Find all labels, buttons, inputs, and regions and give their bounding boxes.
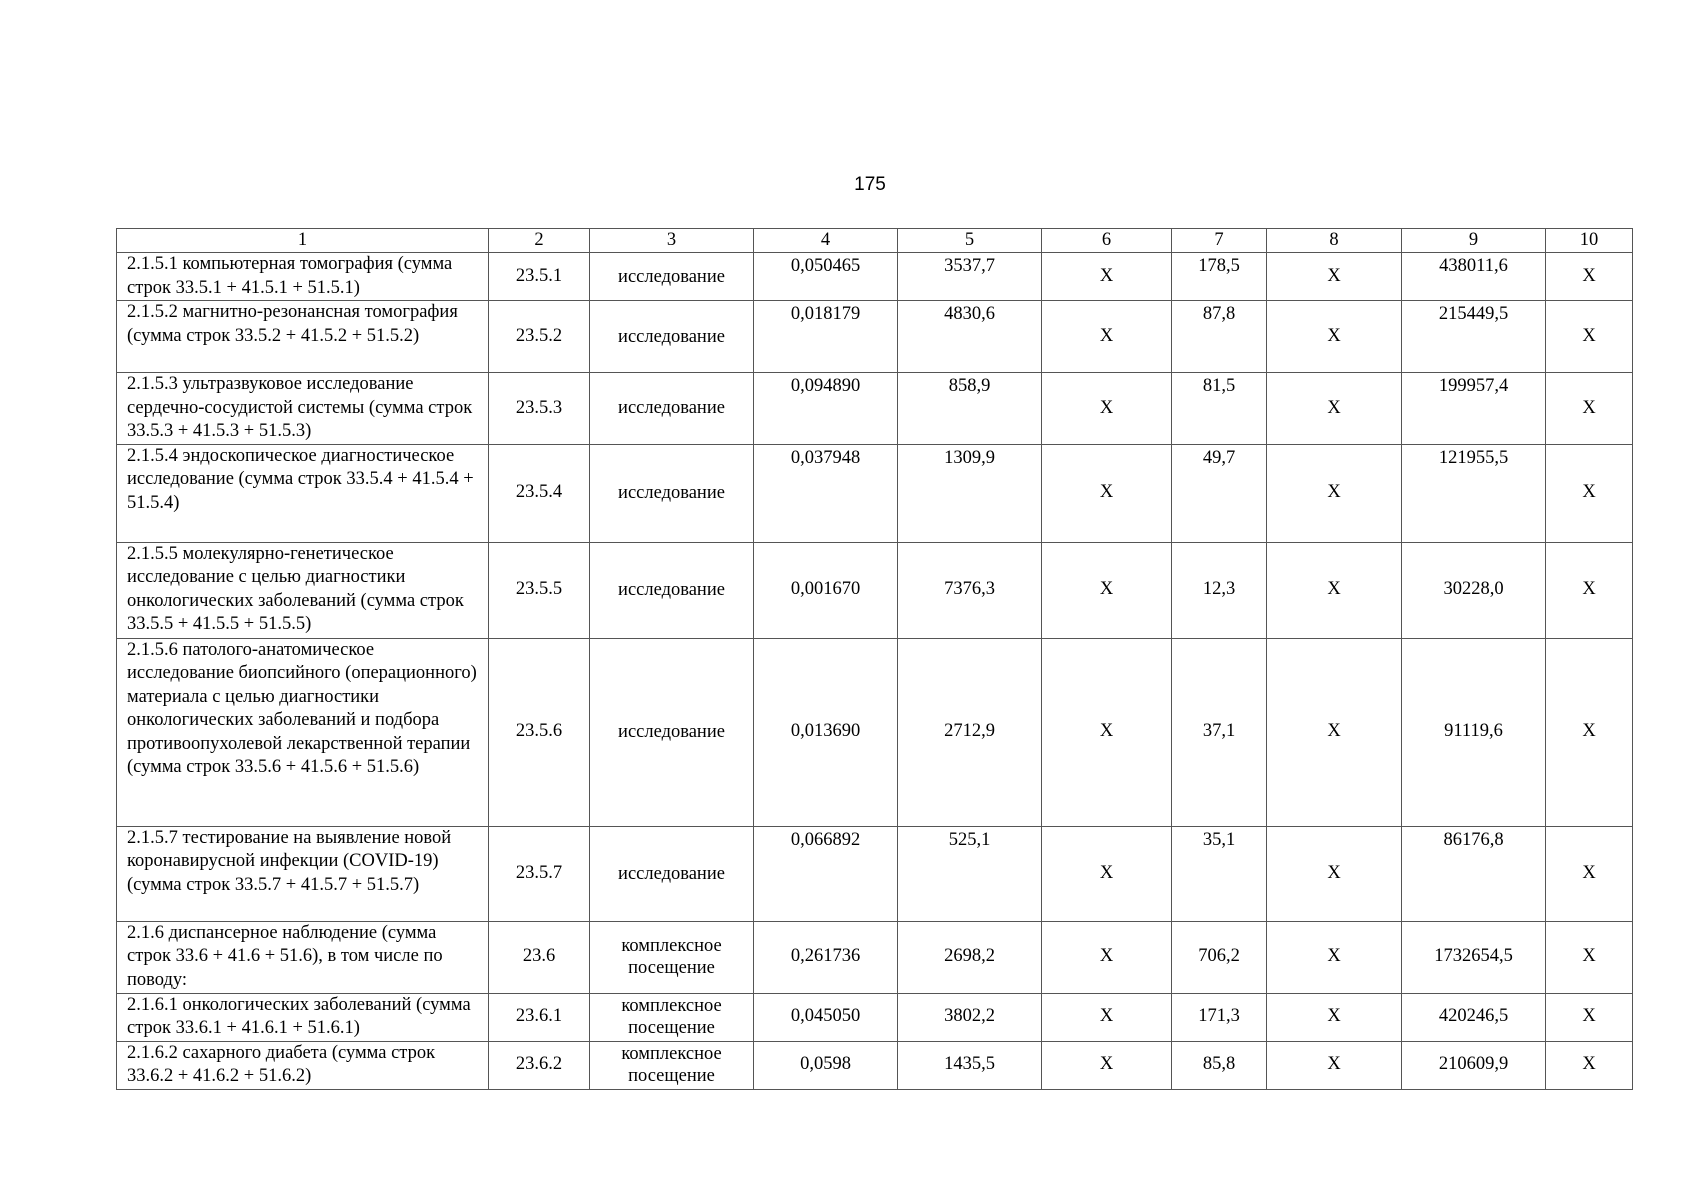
- row-code-cell: 23.5.6: [489, 638, 590, 826]
- value-cell: 3802,2: [898, 993, 1042, 1041]
- row-name-cell: 2.1.6.1 онкологических заболеваний (сумма строк 33.6.1 + 41.6.1 + 51.6.1): [117, 993, 489, 1041]
- value-cell: 91119,6: [1402, 638, 1546, 826]
- value-cell: 87,8: [1172, 301, 1267, 373]
- value-cell: X: [1267, 638, 1402, 826]
- unit-cell: исследование: [590, 444, 754, 542]
- value-cell: 35,1: [1172, 826, 1267, 921]
- value-cell: 858,9: [898, 373, 1042, 445]
- value-cell: 1309,9: [898, 444, 1042, 542]
- row-code-cell: 23.6.2: [489, 1041, 590, 1089]
- column-header: 3: [590, 229, 754, 253]
- column-header: 5: [898, 229, 1042, 253]
- row-name-cell: 2.1.6 диспансерное наблюдение (сумма строк 33.6 + 41.6 + 51.6), в том числе по поводу:: [117, 921, 489, 993]
- data-table: [116, 228, 1633, 1090]
- value-cell: 215449,5: [1402, 301, 1546, 373]
- row-name-cell: 2.1.5.1 компьютерная томография (сумма строк 33.5.1 + 41.5.1 + 51.5.1): [117, 253, 489, 301]
- value-cell: 178,5: [1172, 253, 1267, 301]
- value-cell: X: [1546, 373, 1633, 445]
- value-cell: X: [1546, 638, 1633, 826]
- value-cell: X: [1546, 444, 1633, 542]
- table-row: [117, 1041, 1633, 1089]
- row-code-cell: 23.5.7: [489, 826, 590, 921]
- row-code-cell: 23.5.3: [489, 373, 590, 445]
- value-cell: 81,5: [1172, 373, 1267, 445]
- unit-cell: исследование: [590, 301, 754, 373]
- value-cell: 0,013690: [754, 638, 898, 826]
- value-cell: 2712,9: [898, 638, 1042, 826]
- table-row: [117, 301, 1633, 373]
- value-cell: X: [1546, 993, 1633, 1041]
- value-cell: X: [1042, 993, 1172, 1041]
- row-code-cell: 23.5.1: [489, 253, 590, 301]
- column-header: 10: [1546, 229, 1633, 253]
- value-cell: 0,037948: [754, 444, 898, 542]
- value-cell: 12,3: [1172, 542, 1267, 638]
- value-cell: 30228,0: [1402, 542, 1546, 638]
- page-number: 175: [854, 174, 886, 195]
- row-code-cell: 23.6: [489, 921, 590, 993]
- value-cell: X: [1042, 638, 1172, 826]
- row-name-cell: 2.1.5.5 молекулярно-генетическое исследование с целью диагностики онкологических заболеваний (сумма строк 33.5.5 + 41.5.5 + 51.5.5): [117, 542, 489, 638]
- unit-cell: исследование: [590, 373, 754, 445]
- value-cell: 2698,2: [898, 921, 1042, 993]
- column-header: 9: [1402, 229, 1546, 253]
- value-cell: 0,045050: [754, 993, 898, 1041]
- value-cell: X: [1042, 444, 1172, 542]
- value-cell: 1732654,5: [1402, 921, 1546, 993]
- column-header: 6: [1042, 229, 1172, 253]
- value-cell: X: [1042, 373, 1172, 445]
- column-header: 7: [1172, 229, 1267, 253]
- row-name-cell: 2.1.5.4 эндоскопическое диагностическое исследование (сумма строк 33.5.4 + 41.5.4 + 51.5.4): [117, 444, 489, 542]
- row-code-cell: 23.5.4: [489, 444, 590, 542]
- row-code-cell: 23.5.5: [489, 542, 590, 638]
- value-cell: X: [1267, 542, 1402, 638]
- table-row: [117, 253, 1633, 301]
- value-cell: X: [1267, 826, 1402, 921]
- value-cell: 0,094890: [754, 373, 898, 445]
- value-cell: X: [1042, 921, 1172, 993]
- value-cell: 438011,6: [1402, 253, 1546, 301]
- unit-cell: исследование: [590, 826, 754, 921]
- row-code-cell: 23.6.1: [489, 993, 590, 1041]
- value-cell: 86176,8: [1402, 826, 1546, 921]
- value-cell: 3537,7: [898, 253, 1042, 301]
- value-cell: 7376,3: [898, 542, 1042, 638]
- value-cell: 171,3: [1172, 993, 1267, 1041]
- unit-cell: комплексное посещение: [590, 1041, 754, 1089]
- column-header: 2: [489, 229, 590, 253]
- value-cell: 0,018179: [754, 301, 898, 373]
- value-cell: 706,2: [1172, 921, 1267, 993]
- value-cell: X: [1042, 301, 1172, 373]
- column-header: 8: [1267, 229, 1402, 253]
- value-cell: X: [1267, 301, 1402, 373]
- value-cell: X: [1546, 253, 1633, 301]
- value-cell: X: [1546, 1041, 1633, 1089]
- value-cell: 121955,5: [1402, 444, 1546, 542]
- table-row: [117, 444, 1633, 542]
- value-cell: 85,8: [1172, 1041, 1267, 1089]
- row-name-cell: 2.1.5.3 ультразвуковое исследование сердечно-сосудистой системы (сумма строк 33.5.3 + 41.5.3 + 51.5.3): [117, 373, 489, 445]
- column-header: 4: [754, 229, 898, 253]
- unit-cell: исследование: [590, 253, 754, 301]
- value-cell: 525,1: [898, 826, 1042, 921]
- value-cell: 0,050465: [754, 253, 898, 301]
- value-cell: X: [1042, 253, 1172, 301]
- value-cell: 0,066892: [754, 826, 898, 921]
- row-name-cell: 2.1.5.6 патолого-анатомическое исследование биопсийного (операционного) материала с целью диагностики онкологических заболеваний и подбора противоопухолевой лекарственной терапии (сумма строк 33.5.6 + 41.5.6 + 51.5.6): [117, 638, 489, 826]
- value-cell: 37,1: [1172, 638, 1267, 826]
- value-cell: X: [1546, 921, 1633, 993]
- unit-cell: комплексное посещение: [590, 921, 754, 993]
- unit-cell: исследование: [590, 638, 754, 826]
- row-name-cell: 2.1.5.7 тестирование на выявление новой коронавирусной инфекции (COVID-19) (сумма строк 33.5.7 + 41.5.7 + 51.5.7): [117, 826, 489, 921]
- column-header-row: [117, 229, 1633, 253]
- value-cell: 4830,6: [898, 301, 1042, 373]
- value-cell: 210609,9: [1402, 1041, 1546, 1089]
- value-cell: X: [1546, 826, 1633, 921]
- value-cell: 199957,4: [1402, 373, 1546, 445]
- value-cell: 1435,5: [898, 1041, 1042, 1089]
- unit-cell: комплексное посещение: [590, 993, 754, 1041]
- value-cell: X: [1042, 826, 1172, 921]
- value-cell: X: [1042, 542, 1172, 638]
- value-cell: X: [1267, 253, 1402, 301]
- table-row: [117, 373, 1633, 445]
- unit-cell: исследование: [590, 542, 754, 638]
- table-row: [117, 638, 1633, 826]
- value-cell: 0,261736: [754, 921, 898, 993]
- value-cell: X: [1267, 993, 1402, 1041]
- value-cell: X: [1267, 444, 1402, 542]
- value-cell: 420246,5: [1402, 993, 1546, 1041]
- value-cell: X: [1267, 1041, 1402, 1089]
- value-cell: X: [1042, 1041, 1172, 1089]
- value-cell: 0,0598: [754, 1041, 898, 1089]
- column-header: 1: [117, 229, 489, 253]
- value-cell: X: [1546, 542, 1633, 638]
- row-code-cell: 23.5.2: [489, 301, 590, 373]
- table-row: [117, 542, 1633, 638]
- value-cell: X: [1546, 301, 1633, 373]
- row-name-cell: 2.1.6.2 сахарного диабета (сумма строк 33.6.2 + 41.6.2 + 51.6.2): [117, 1041, 489, 1089]
- table-row: [117, 993, 1633, 1041]
- table-row: [117, 921, 1633, 993]
- value-cell: X: [1267, 373, 1402, 445]
- row-name-cell: 2.1.5.2 магнитно-резонансная томография (сумма строк 33.5.2 + 41.5.2 + 51.5.2): [117, 301, 489, 373]
- table-row: [117, 826, 1633, 921]
- value-cell: 49,7: [1172, 444, 1267, 542]
- value-cell: X: [1267, 921, 1402, 993]
- value-cell: 0,001670: [754, 542, 898, 638]
